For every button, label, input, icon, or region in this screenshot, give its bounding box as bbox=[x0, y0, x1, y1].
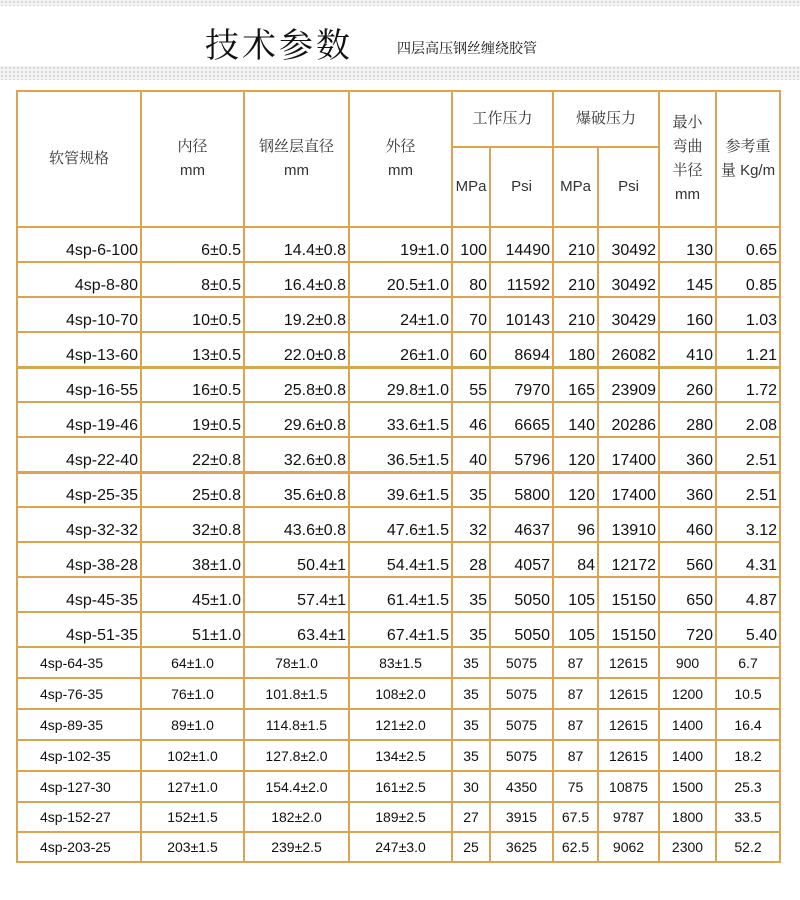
cell-wire-diameter: 25.8±0.8 bbox=[244, 367, 349, 402]
cell-bend-radius: 1400 bbox=[659, 740, 716, 771]
cell-bend-radius: 900 bbox=[659, 647, 716, 678]
cell-outer-diameter: 33.6±1.5 bbox=[349, 402, 452, 437]
cell-outer-diameter: 26±1.0 bbox=[349, 332, 452, 367]
table-row bbox=[17, 297, 780, 332]
header-burst-psi: Psi bbox=[598, 147, 659, 227]
cell-working-mpa: 80 bbox=[452, 262, 490, 297]
header-bend-radius: 最小 弯曲 半径 mm bbox=[659, 91, 716, 227]
header-working-pressure: 工作压力 bbox=[452, 91, 553, 147]
cell-working-mpa: 30 bbox=[452, 771, 490, 802]
cell-bend-radius: 1200 bbox=[659, 678, 716, 709]
cell-burst-psi: 15150 bbox=[598, 612, 659, 647]
cell-wire-diameter: 114.8±1.5 bbox=[244, 709, 349, 740]
cell-inner-diameter: 203±1.5 bbox=[141, 832, 244, 862]
cell-spec: 4sp-64-35 bbox=[17, 647, 141, 678]
cell-spec: 4sp-51-35 bbox=[17, 612, 141, 647]
cell-weight: 1.72 bbox=[716, 367, 780, 402]
header-burst-mpa: MPa bbox=[553, 147, 598, 227]
cell-spec: 4sp-89-35 bbox=[17, 709, 141, 740]
cell-burst-psi: 23909 bbox=[598, 367, 659, 402]
cell-bend-radius: 1500 bbox=[659, 771, 716, 802]
table-row bbox=[17, 472, 780, 507]
table-row bbox=[17, 771, 780, 802]
cell-burst-psi: 30429 bbox=[598, 297, 659, 332]
table-row bbox=[17, 740, 780, 771]
cell-working-mpa: 25 bbox=[452, 832, 490, 862]
cell-weight: 25.3 bbox=[716, 771, 780, 802]
cell-burst-mpa: 210 bbox=[553, 262, 598, 297]
cell-working-mpa: 27 bbox=[452, 802, 490, 832]
cell-spec: 4sp-38-28 bbox=[17, 542, 141, 577]
cell-weight: 1.03 bbox=[716, 297, 780, 332]
cell-inner-diameter: 22±0.8 bbox=[141, 437, 244, 472]
cell-working-psi: 5075 bbox=[490, 647, 553, 678]
cell-weight: 2.51 bbox=[716, 472, 780, 507]
cell-working-mpa: 35 bbox=[452, 612, 490, 647]
cell-bend-radius: 410 bbox=[659, 332, 716, 367]
cell-wire-diameter: 35.6±0.8 bbox=[244, 472, 349, 507]
cell-working-mpa: 46 bbox=[452, 402, 490, 437]
dotted-separator-band bbox=[0, 66, 800, 80]
cell-bend-radius: 1800 bbox=[659, 802, 716, 832]
table-row bbox=[17, 647, 780, 678]
cell-outer-diameter: 20.5±1.0 bbox=[349, 262, 452, 297]
cell-spec: 4sp-45-35 bbox=[17, 577, 141, 612]
cell-working-psi: 5050 bbox=[490, 612, 553, 647]
cell-bend-radius: 130 bbox=[659, 227, 716, 262]
page-title: 技术参数 bbox=[205, 26, 353, 66]
table-row bbox=[17, 832, 780, 862]
cell-weight: 4.87 bbox=[716, 577, 780, 612]
cell-working-psi: 5075 bbox=[490, 740, 553, 771]
cell-bend-radius: 160 bbox=[659, 297, 716, 332]
cell-working-psi: 4637 bbox=[490, 507, 553, 542]
cell-wire-diameter: 32.6±0.8 bbox=[244, 437, 349, 472]
cell-spec: 4sp-32-32 bbox=[17, 507, 141, 542]
cell-burst-mpa: 62.5 bbox=[553, 832, 598, 862]
table-header bbox=[17, 91, 780, 227]
cell-burst-mpa: 87 bbox=[553, 709, 598, 740]
table-row bbox=[17, 542, 780, 577]
header-burst-pressure: 爆破压力 bbox=[553, 91, 659, 147]
cell-weight: 33.5 bbox=[716, 802, 780, 832]
cell-wire-diameter: 57.4±1 bbox=[244, 577, 349, 612]
table-row bbox=[17, 802, 780, 832]
cell-burst-mpa: 210 bbox=[553, 227, 598, 262]
cell-bend-radius: 145 bbox=[659, 262, 716, 297]
cell-inner-diameter: 89±1.0 bbox=[141, 709, 244, 740]
cell-bend-radius: 650 bbox=[659, 577, 716, 612]
cell-burst-mpa: 180 bbox=[553, 332, 598, 367]
spec-table bbox=[16, 90, 781, 863]
cell-working-mpa: 40 bbox=[452, 437, 490, 472]
cell-burst-mpa: 75 bbox=[553, 771, 598, 802]
cell-weight: 2.51 bbox=[716, 437, 780, 472]
cell-burst-psi: 9062 bbox=[598, 832, 659, 862]
cell-wire-diameter: 182±2.0 bbox=[244, 802, 349, 832]
cell-spec: 4sp-127-30 bbox=[17, 771, 141, 802]
cell-burst-mpa: 96 bbox=[553, 507, 598, 542]
cell-bend-radius: 2300 bbox=[659, 832, 716, 862]
cell-bend-radius: 720 bbox=[659, 612, 716, 647]
cell-weight: 6.7 bbox=[716, 647, 780, 678]
cell-burst-mpa: 87 bbox=[553, 678, 598, 709]
cell-working-psi: 10143 bbox=[490, 297, 553, 332]
cell-wire-diameter: 101.8±1.5 bbox=[244, 678, 349, 709]
table-row bbox=[17, 709, 780, 740]
table-row bbox=[17, 332, 780, 367]
cell-outer-diameter: 189±2.5 bbox=[349, 802, 452, 832]
cell-spec: 4sp-16-55 bbox=[17, 367, 141, 402]
spec-table-container bbox=[16, 90, 781, 863]
header-inner-diameter: 内径 mm bbox=[141, 91, 244, 227]
cell-burst-mpa: 87 bbox=[553, 647, 598, 678]
cell-working-psi: 6665 bbox=[490, 402, 553, 437]
cell-weight: 2.08 bbox=[716, 402, 780, 437]
cell-burst-mpa: 140 bbox=[553, 402, 598, 437]
cell-weight: 5.40 bbox=[716, 612, 780, 647]
cell-working-mpa: 35 bbox=[452, 577, 490, 612]
cell-working-psi: 3625 bbox=[490, 832, 553, 862]
cell-bend-radius: 460 bbox=[659, 507, 716, 542]
cell-inner-diameter: 76±1.0 bbox=[141, 678, 244, 709]
cell-working-psi: 5075 bbox=[490, 709, 553, 740]
cell-burst-psi: 30492 bbox=[598, 262, 659, 297]
header-working-psi: Psi bbox=[490, 147, 553, 227]
cell-burst-psi: 9787 bbox=[598, 802, 659, 832]
cell-weight: 3.12 bbox=[716, 507, 780, 542]
cell-burst-mpa: 67.5 bbox=[553, 802, 598, 832]
cell-wire-diameter: 14.4±0.8 bbox=[244, 227, 349, 262]
cell-working-mpa: 100 bbox=[452, 227, 490, 262]
cell-outer-diameter: 121±2.0 bbox=[349, 709, 452, 740]
cell-wire-diameter: 127.8±2.0 bbox=[244, 740, 349, 771]
cell-working-psi: 11592 bbox=[490, 262, 553, 297]
cell-outer-diameter: 61.4±1.5 bbox=[349, 577, 452, 612]
cell-bend-radius: 360 bbox=[659, 437, 716, 472]
cell-spec: 4sp-22-40 bbox=[17, 437, 141, 472]
cell-bend-radius: 1400 bbox=[659, 709, 716, 740]
cell-weight: 0.85 bbox=[716, 262, 780, 297]
cell-outer-diameter: 83±1.5 bbox=[349, 647, 452, 678]
cell-working-mpa: 35 bbox=[452, 709, 490, 740]
cell-spec: 4sp-76-35 bbox=[17, 678, 141, 709]
cell-outer-diameter: 47.6±1.5 bbox=[349, 507, 452, 542]
header-wire-diameter: 钢丝层直径 mm bbox=[244, 91, 349, 227]
cell-outer-diameter: 161±2.5 bbox=[349, 771, 452, 802]
cell-inner-diameter: 32±0.8 bbox=[141, 507, 244, 542]
cell-working-mpa: 28 bbox=[452, 542, 490, 577]
cell-inner-diameter: 19±0.5 bbox=[141, 402, 244, 437]
cell-outer-diameter: 24±1.0 bbox=[349, 297, 452, 332]
header-outer-diameter: 外径 mm bbox=[349, 91, 452, 227]
cell-working-psi: 4057 bbox=[490, 542, 553, 577]
cell-working-psi: 5796 bbox=[490, 437, 553, 472]
cell-working-psi: 5800 bbox=[490, 472, 553, 507]
cell-working-psi: 7970 bbox=[490, 367, 553, 402]
cell-working-mpa: 35 bbox=[452, 740, 490, 771]
table-row bbox=[17, 262, 780, 297]
cell-weight: 18.2 bbox=[716, 740, 780, 771]
cell-burst-mpa: 165 bbox=[553, 367, 598, 402]
cell-inner-diameter: 64±1.0 bbox=[141, 647, 244, 678]
cell-working-psi: 14490 bbox=[490, 227, 553, 262]
cell-weight: 16.4 bbox=[716, 709, 780, 740]
cell-weight: 1.21 bbox=[716, 332, 780, 367]
cell-outer-diameter: 19±1.0 bbox=[349, 227, 452, 262]
cell-bend-radius: 560 bbox=[659, 542, 716, 577]
cell-bend-radius: 260 bbox=[659, 367, 716, 402]
cell-burst-psi: 17400 bbox=[598, 437, 659, 472]
cell-burst-mpa: 87 bbox=[553, 740, 598, 771]
table-body bbox=[17, 227, 780, 862]
cell-outer-diameter: 108±2.0 bbox=[349, 678, 452, 709]
cell-working-psi: 4350 bbox=[490, 771, 553, 802]
cell-weight: 4.31 bbox=[716, 542, 780, 577]
header-weight: 参考重 量 Kg/m bbox=[716, 91, 780, 227]
header-spec: 软管规格 bbox=[17, 91, 141, 227]
cell-inner-diameter: 25±0.8 bbox=[141, 472, 244, 507]
cell-outer-diameter: 54.4±1.5 bbox=[349, 542, 452, 577]
cell-spec: 4sp-25-35 bbox=[17, 472, 141, 507]
cell-wire-diameter: 154.4±2.0 bbox=[244, 771, 349, 802]
cell-wire-diameter: 63.4±1 bbox=[244, 612, 349, 647]
cell-outer-diameter: 36.5±1.5 bbox=[349, 437, 452, 472]
cell-burst-psi: 20286 bbox=[598, 402, 659, 437]
cell-burst-psi: 12615 bbox=[598, 740, 659, 771]
cell-spec: 4sp-19-46 bbox=[17, 402, 141, 437]
cell-inner-diameter: 16±0.5 bbox=[141, 367, 244, 402]
cell-working-psi: 3915 bbox=[490, 802, 553, 832]
table-row bbox=[17, 577, 780, 612]
cell-spec: 4sp-13-60 bbox=[17, 332, 141, 367]
cell-burst-mpa: 120 bbox=[553, 437, 598, 472]
cell-spec: 4sp-102-35 bbox=[17, 740, 141, 771]
cell-burst-mpa: 210 bbox=[553, 297, 598, 332]
cell-burst-mpa: 84 bbox=[553, 542, 598, 577]
cell-working-mpa: 70 bbox=[452, 297, 490, 332]
table-row bbox=[17, 507, 780, 542]
cell-burst-psi: 13910 bbox=[598, 507, 659, 542]
cell-wire-diameter: 43.6±0.8 bbox=[244, 507, 349, 542]
table-row bbox=[17, 402, 780, 437]
cell-spec: 4sp-203-25 bbox=[17, 832, 141, 862]
cell-burst-mpa: 105 bbox=[553, 577, 598, 612]
cell-inner-diameter: 8±0.5 bbox=[141, 262, 244, 297]
cell-burst-psi: 30492 bbox=[598, 227, 659, 262]
cell-working-mpa: 35 bbox=[452, 472, 490, 507]
cell-working-mpa: 60 bbox=[452, 332, 490, 367]
cell-burst-mpa: 105 bbox=[553, 612, 598, 647]
cell-burst-psi: 12615 bbox=[598, 647, 659, 678]
cell-inner-diameter: 45±1.0 bbox=[141, 577, 244, 612]
cell-outer-diameter: 247±3.0 bbox=[349, 832, 452, 862]
table-row bbox=[17, 612, 780, 647]
cell-spec: 4sp-10-70 bbox=[17, 297, 141, 332]
cell-bend-radius: 360 bbox=[659, 472, 716, 507]
cell-bend-radius: 280 bbox=[659, 402, 716, 437]
cell-inner-diameter: 13±0.5 bbox=[141, 332, 244, 367]
cell-working-psi: 8694 bbox=[490, 332, 553, 367]
cell-wire-diameter: 50.4±1 bbox=[244, 542, 349, 577]
page-header bbox=[0, 6, 800, 66]
cell-inner-diameter: 38±1.0 bbox=[141, 542, 244, 577]
cell-burst-psi: 15150 bbox=[598, 577, 659, 612]
cell-outer-diameter: 134±2.5 bbox=[349, 740, 452, 771]
cell-burst-psi: 10875 bbox=[598, 771, 659, 802]
cell-inner-diameter: 6±0.5 bbox=[141, 227, 244, 262]
cell-inner-diameter: 102±1.0 bbox=[141, 740, 244, 771]
cell-working-mpa: 32 bbox=[452, 507, 490, 542]
table-row bbox=[17, 227, 780, 262]
table-row bbox=[17, 367, 780, 402]
cell-inner-diameter: 51±1.0 bbox=[141, 612, 244, 647]
cell-inner-diameter: 127±1.0 bbox=[141, 771, 244, 802]
cell-working-mpa: 35 bbox=[452, 678, 490, 709]
cell-weight: 10.5 bbox=[716, 678, 780, 709]
cell-wire-diameter: 19.2±0.8 bbox=[244, 297, 349, 332]
header-working-mpa: MPa bbox=[452, 147, 490, 227]
cell-burst-psi: 12172 bbox=[598, 542, 659, 577]
cell-working-psi: 5075 bbox=[490, 678, 553, 709]
cell-working-psi: 5050 bbox=[490, 577, 553, 612]
cell-burst-psi: 12615 bbox=[598, 709, 659, 740]
cell-inner-diameter: 152±1.5 bbox=[141, 802, 244, 832]
cell-working-mpa: 35 bbox=[452, 647, 490, 678]
cell-wire-diameter: 78±1.0 bbox=[244, 647, 349, 678]
cell-burst-psi: 12615 bbox=[598, 678, 659, 709]
table-row bbox=[17, 678, 780, 709]
cell-burst-mpa: 120 bbox=[553, 472, 598, 507]
cell-wire-diameter: 16.4±0.8 bbox=[244, 262, 349, 297]
cell-outer-diameter: 67.4±1.5 bbox=[349, 612, 452, 647]
table-row bbox=[17, 437, 780, 472]
cell-spec: 4sp-8-80 bbox=[17, 262, 141, 297]
cell-burst-psi: 26082 bbox=[598, 332, 659, 367]
cell-working-mpa: 55 bbox=[452, 367, 490, 402]
cell-outer-diameter: 39.6±1.5 bbox=[349, 472, 452, 507]
cell-weight: 0.65 bbox=[716, 227, 780, 262]
cell-wire-diameter: 239±2.5 bbox=[244, 832, 349, 862]
cell-weight: 52.2 bbox=[716, 832, 780, 862]
page-subtitle: 四层高压钢丝缠绕胶管 bbox=[397, 41, 537, 57]
cell-inner-diameter: 10±0.5 bbox=[141, 297, 244, 332]
cell-wire-diameter: 22.0±0.8 bbox=[244, 332, 349, 367]
cell-outer-diameter: 29.8±1.0 bbox=[349, 367, 452, 402]
cell-spec: 4sp-6-100 bbox=[17, 227, 141, 262]
cell-burst-psi: 17400 bbox=[598, 472, 659, 507]
cell-wire-diameter: 29.6±0.8 bbox=[244, 402, 349, 437]
cell-spec: 4sp-152-27 bbox=[17, 802, 141, 832]
